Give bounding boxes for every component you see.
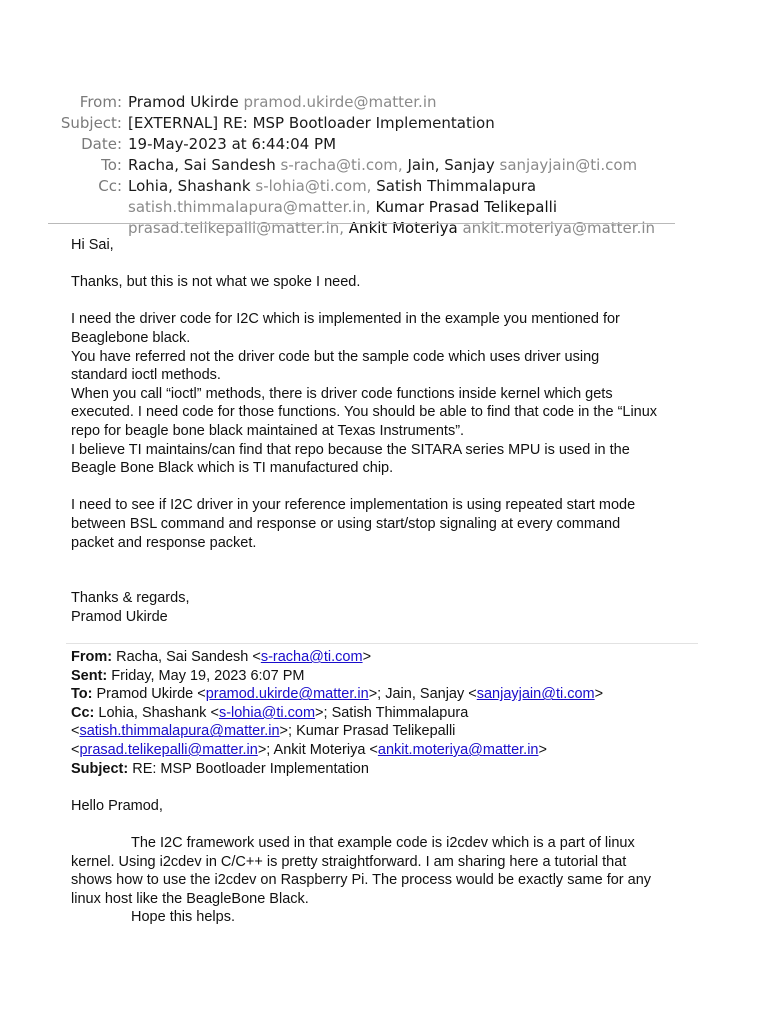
- reply-line: You have referred not the driver code but the sample code which uses driver using: [71, 348, 600, 365]
- header-cc-row: [0, 176, 700, 197]
- cc-address-2[interactable]: satish.thimmalapura@matter.in,: [128, 198, 371, 216]
- to-address-2[interactable]: sanjayjain@ti.com: [499, 156, 638, 174]
- reply-greeting: Hi Sai,: [71, 237, 114, 253]
- quoted-cc-link-3[interactable]: prasad.telikepalli@matter.in: [79, 741, 258, 758]
- quoted-from-name: Racha, Sai Sandesh <: [116, 649, 261, 665]
- quoted-to-name-1: Pramod Ukirde <: [96, 686, 206, 703]
- quoted-to-label: To:: [71, 686, 93, 703]
- quoted-cc-link-4[interactable]: ankit.moteriya@matter.in: [377, 741, 539, 758]
- date-label: Date:: [81, 135, 122, 153]
- quoted-message: [71, 648, 721, 927]
- quoted-subject-line: [71, 760, 721, 779]
- cc-address-1[interactable]: s-lohia@ti.com,: [255, 177, 372, 195]
- quoted-cc-name-1: Lohia, Shashank <: [98, 704, 219, 721]
- from-address[interactable]: pramod.ukirde@matter.in: [243, 93, 437, 111]
- cc-name-1: Lohia, Shashank: [128, 177, 251, 195]
- quoted-from-link[interactable]: s-racha@ti.com: [260, 649, 363, 665]
- quoted-to-end: >: [594, 686, 604, 703]
- header-date-row: [0, 134, 700, 155]
- quoted-line: The I2C framework used in that example code is i2cdev which is a part of linux: [131, 834, 635, 851]
- quoted-to-mid: >; Jain, Sanjay <: [368, 686, 477, 703]
- from-name: Pramod Ukirde: [128, 93, 239, 111]
- header-from-row: [0, 92, 700, 113]
- reply-line: repo for beagle bone black maintained at Texas Instruments”.: [71, 422, 465, 439]
- quoted-line: kernel. Using i2cdev in C/C++ is pretty straightforward. I am sharing here a tutorial that: [71, 853, 627, 870]
- quoted-cc-lt-2: <: [71, 723, 80, 740]
- quoted-sent-date: Friday, May 19, 2023 6:07 PM: [111, 667, 305, 684]
- quoted-from-line: [71, 648, 721, 667]
- reply-line: packet and response packet.: [71, 534, 257, 551]
- quoted-to-link-1[interactable]: pramod.ukirde@matter.in: [205, 686, 369, 703]
- quoted-cc-mid-1: >; Satish Thimmalapura: [315, 704, 469, 721]
- quoted-line: shows how to use the i2cdev on Raspberry Pi. The process would be exactly same for any: [71, 872, 652, 889]
- quoted-cc-mid-2: >; Kumar Prasad Telikepalli: [279, 723, 456, 740]
- quoted-cc-end: >: [538, 741, 547, 758]
- reply-paragraph-1: Thanks, but this is not what we spoke I need.: [71, 274, 361, 291]
- cc-name-3: Kumar Prasad Telikepalli: [375, 198, 557, 216]
- quoted-cc-mid-3: >; Ankit Moteriya <: [257, 741, 378, 758]
- quoted-cc-link-1[interactable]: s-lohia@ti.com: [218, 704, 316, 721]
- quoted-from-label: From:: [71, 649, 113, 665]
- reply-line: I need the driver code for I2C which is implemented in the example you mentioned for: [71, 311, 620, 328]
- to-label: To:: [101, 156, 122, 174]
- to-name-2: Jain, Sanjay: [407, 156, 495, 174]
- header-cc-continuation-1: [0, 197, 700, 218]
- header-to-row: [0, 155, 700, 176]
- cc-name-4: Ankit Moteriya: [348, 219, 458, 237]
- subject-label: Subject:: [60, 114, 122, 132]
- quoted-subject-text: RE: MSP Bootloader Implementation: [132, 760, 369, 777]
- quoted-cc-line-2: [71, 722, 721, 741]
- reply-line: When you call “ioctl” methods, there is driver code functions inside kernel which gets: [71, 385, 613, 402]
- cc-label: Cc:: [98, 177, 122, 195]
- reply-line: standard ioctl methods.: [71, 367, 221, 384]
- quoted-subject-label: Subject:: [71, 760, 129, 777]
- reply-signoff: Thanks & regards,: [71, 590, 190, 607]
- reply-line: executed. I need code for those functions. You should be able to find that code in the “Linux: [71, 404, 658, 421]
- quoted-cc-lt-3: <: [71, 741, 80, 758]
- cc-address-3[interactable]: prasad.telikepalli@matter.in,: [128, 219, 345, 237]
- subject-text: [EXTERNAL] RE: MSP Bootloader Implementation: [128, 114, 495, 132]
- quoted-sent-label: Sent:: [71, 667, 108, 684]
- reply-body: [71, 236, 711, 626]
- reply-line: Beagle Bone Black which is TI manufactured chip.: [71, 460, 394, 477]
- to-address-1[interactable]: s-racha@ti.com,: [280, 156, 403, 174]
- to-name-1: Racha, Sai Sandesh: [128, 156, 276, 174]
- reply-signature: Pramod Ukirde: [71, 608, 168, 625]
- header-subject-row: [0, 113, 700, 134]
- reply-line: I believe TI maintains/can find that repo because the SITARA series MPU is used in the: [71, 441, 630, 458]
- quoted-line: linux host like the BeagleBone Black.: [71, 890, 309, 907]
- quoted-cc-label: Cc:: [71, 704, 95, 721]
- quoted-divider: [66, 643, 698, 644]
- quoted-line: Hope this helps.: [131, 909, 235, 926]
- quoted-cc-line-1: [71, 704, 721, 723]
- quoted-cc-link-2[interactable]: satish.thimmalapura@matter.in: [79, 723, 280, 740]
- quoted-cc-line-3: [71, 741, 721, 760]
- reply-line: I need to see if I2C driver in your reference implementation is using repeated start mode: [71, 497, 636, 514]
- email-header: [0, 92, 700, 239]
- reply-line: between BSL command and response or using start/stop signaling at every command: [71, 515, 621, 532]
- cc-name-2: Satish Thimmalapura: [376, 177, 537, 195]
- reply-line: Beaglebone black.: [71, 329, 191, 346]
- quoted-from-end: >: [362, 649, 372, 665]
- quoted-greeting: Hello Pramod,: [71, 797, 163, 814]
- header-divider: [48, 223, 675, 224]
- cc-address-4[interactable]: ankit.moteriya@matter.in: [462, 219, 656, 237]
- quoted-to-link-2[interactable]: sanjayjain@ti.com: [476, 686, 595, 703]
- from-label: From:: [79, 93, 122, 111]
- quoted-sent-line: [71, 667, 721, 686]
- date-text: 19-May-2023 at 6:44:04 PM: [128, 135, 337, 153]
- quoted-to-line: [71, 685, 721, 704]
